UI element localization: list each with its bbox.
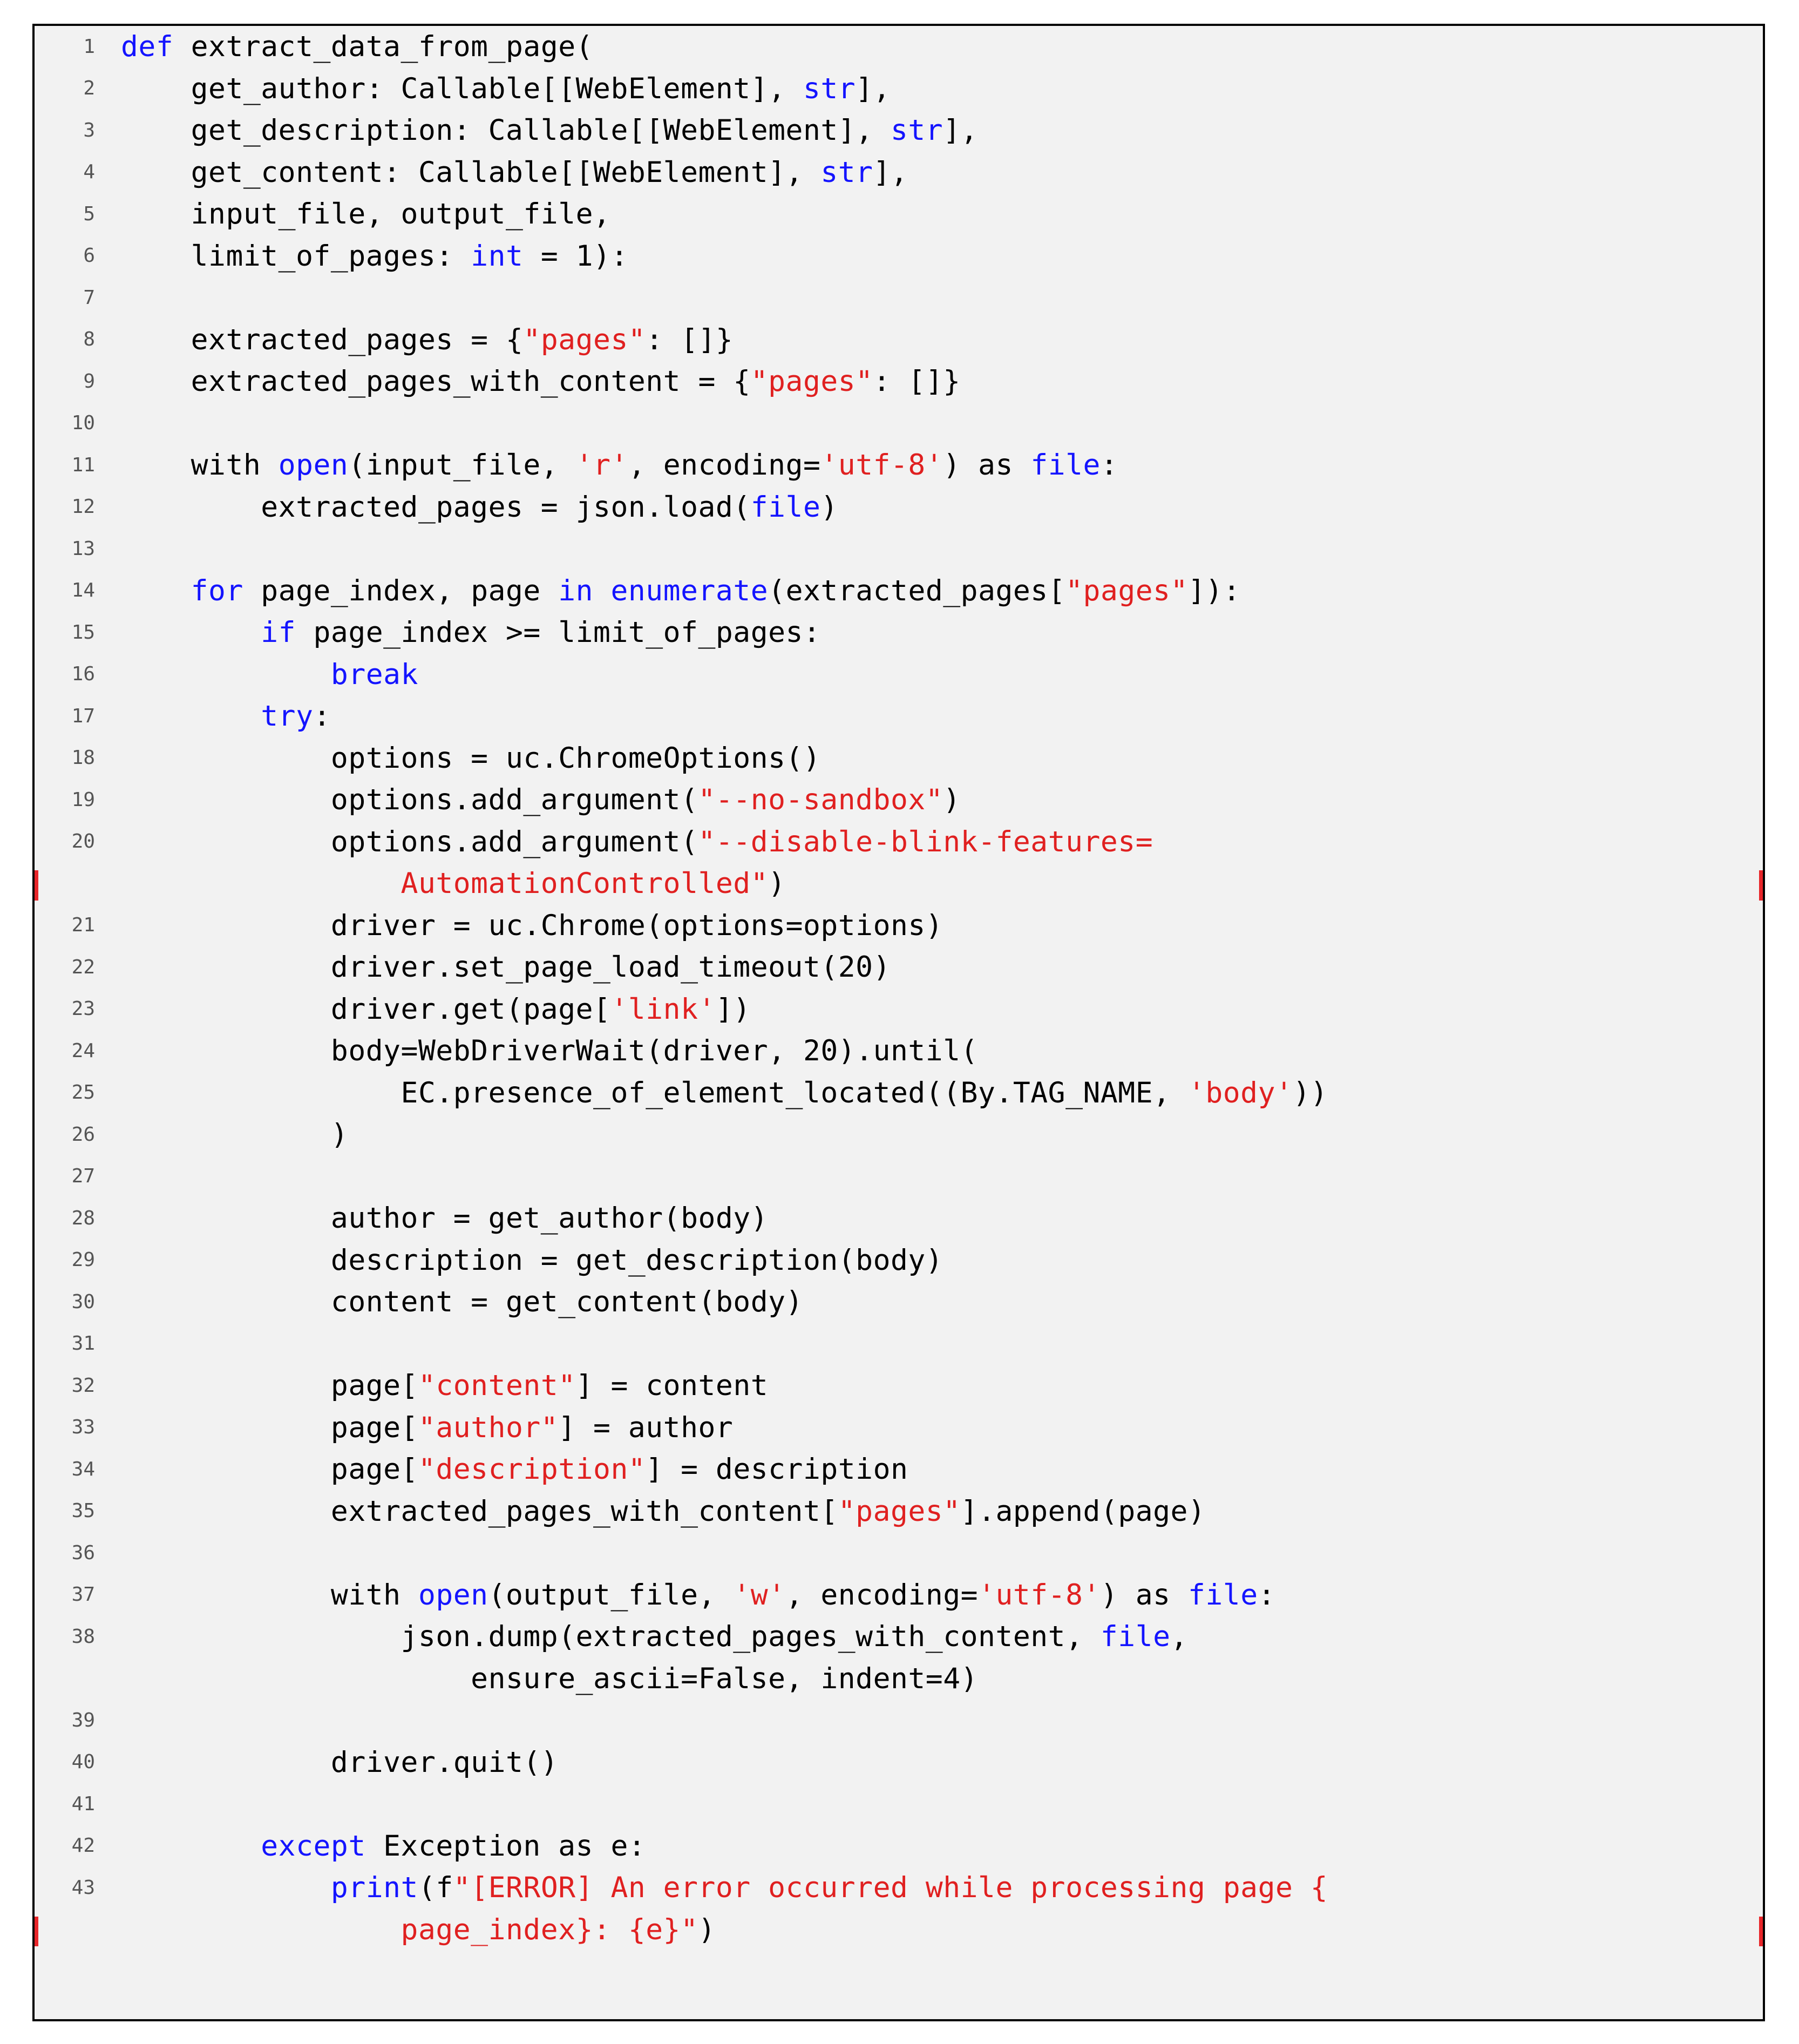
- line-number: 6: [83, 245, 95, 267]
- code-line: [35, 1783, 1763, 1825]
- code-token-kw: open: [278, 449, 349, 482]
- code-token-plain: (extracted_pages[: [768, 574, 1066, 607]
- code-token-plain: description = get_description(body): [121, 1243, 943, 1277]
- code-line: [35, 1197, 1763, 1240]
- line-number: 15: [71, 621, 95, 644]
- code-token-plain: ]): [715, 992, 751, 1026]
- code-token-plain: extracted_pages = json.load(: [121, 490, 751, 524]
- code-token-kw: for: [121, 574, 243, 607]
- code-token-plain: get_author: Callable[[WebElement],: [121, 72, 803, 105]
- code-line: [35, 1825, 1763, 1867]
- code-token-plain: extracted_pages = {: [121, 323, 524, 356]
- line-number: 36: [71, 1541, 95, 1564]
- code-token-plain: ): [121, 1118, 349, 1152]
- code-token-plain: get_description: Callable[[WebElement],: [121, 114, 891, 147]
- code-line: [35, 989, 1763, 1031]
- code-text: [109, 1072, 1763, 1114]
- code-text: [109, 1616, 1763, 1658]
- code-token-plain: options = uc.ChromeOptions(): [121, 741, 821, 775]
- line-number: 25: [71, 1081, 95, 1104]
- code-token-str: "pages": [838, 1494, 961, 1528]
- continuation-bar-left: [35, 870, 38, 901]
- code-token-kw: str: [803, 72, 856, 105]
- code-text: [109, 695, 1763, 737]
- code-token-plain: get_content: Callable[[WebElement],: [121, 155, 821, 189]
- code-token-kw: try: [121, 700, 314, 733]
- code-token-plain: :: [313, 700, 331, 733]
- code-line: [35, 319, 1763, 361]
- code-text: [109, 1365, 1763, 1407]
- code-token-plain: options.add_argument(: [121, 825, 698, 858]
- code-token-plain: ] = description: [646, 1453, 908, 1486]
- code-token-str: "--disable-blink-features=: [698, 825, 1153, 858]
- code-text: [109, 737, 1763, 780]
- line-number: 24: [71, 1039, 95, 1062]
- line-number: 19: [71, 788, 95, 811]
- code-line: [35, 570, 1763, 612]
- line-number: [35, 1909, 109, 1951]
- code-line: [35, 152, 1763, 194]
- line-number: 35: [71, 1500, 95, 1522]
- code-line: [35, 1867, 1763, 1909]
- code-text: [109, 1323, 1763, 1365]
- code-text: [109, 1658, 1763, 1700]
- line-number: [35, 863, 109, 905]
- code-token-str: "pages": [523, 323, 646, 356]
- code-token-str: 'body': [1187, 1076, 1293, 1109]
- code-token-str: 'utf-8': [820, 449, 943, 482]
- code-token-kw: str: [820, 155, 873, 189]
- code-text: [109, 277, 1763, 319]
- code-text: [109, 235, 1763, 278]
- code-line: [35, 444, 1763, 486]
- code-token-plain: = 1):: [523, 239, 628, 273]
- code-token-kw: if: [121, 616, 296, 649]
- code-line: [35, 26, 1763, 68]
- code-token-kw: enumerate: [610, 574, 769, 607]
- code-token-str: "pages": [1065, 574, 1188, 607]
- code-line: [35, 1574, 1763, 1616]
- code-text: [109, 1491, 1763, 1533]
- code-token-kw: def: [121, 30, 174, 64]
- code-token-str: "[ERROR] An error occurred while processing page {: [453, 1871, 1328, 1905]
- line-number: 40: [71, 1751, 95, 1774]
- code-text: [109, 863, 1763, 905]
- code-line: [35, 1658, 1763, 1700]
- line-number: 41: [71, 1792, 95, 1815]
- code-text: [109, 110, 1763, 152]
- code-table: [35, 26, 1763, 1951]
- code-token-plain: driver.set_page_load_timeout(20): [121, 951, 891, 984]
- line-number: 39: [71, 1709, 95, 1731]
- code-token-plain: EC.presence_of_element_located((By.TAG_NAME,: [121, 1076, 1188, 1109]
- code-line: [35, 528, 1763, 570]
- code-token-kw: file: [750, 490, 821, 524]
- code-token-plain: author = get_author(body): [121, 1202, 769, 1235]
- code-line: [35, 863, 1763, 905]
- code-text: [109, 654, 1763, 696]
- code-token-str: "author": [418, 1411, 559, 1444]
- code-token-plain: json.dump(extracted_pages_with_content,: [121, 1620, 1101, 1654]
- code-token-plain: ): [698, 1913, 716, 1946]
- line-number: 12: [71, 496, 95, 518]
- code-line: [35, 612, 1763, 654]
- code-token-plain: page[: [121, 1453, 418, 1486]
- line-number: 7: [83, 286, 95, 309]
- code-text: [109, 1281, 1763, 1323]
- code-line: [35, 193, 1763, 235]
- code-line: [35, 1365, 1763, 1407]
- code-line: [35, 905, 1763, 947]
- code-token-plain: : []}: [873, 365, 961, 398]
- code-text: [109, 68, 1763, 110]
- line-number: [35, 1658, 109, 1700]
- code-text: [109, 989, 1763, 1031]
- code-text: [109, 1114, 1763, 1156]
- code-token-kw: break: [121, 658, 418, 691]
- code-token-str: "--no-sandbox": [698, 783, 943, 817]
- code-line: [35, 277, 1763, 319]
- code-token-kw: file: [1030, 449, 1101, 482]
- line-number: 3: [83, 119, 95, 141]
- code-line: [35, 1449, 1763, 1491]
- code-token-plain: ) as: [943, 449, 1031, 482]
- line-number: 23: [71, 998, 95, 1020]
- line-number: 22: [71, 956, 95, 978]
- code-text: [109, 1742, 1763, 1784]
- code-text: [109, 1449, 1763, 1491]
- code-line: [35, 1323, 1763, 1365]
- code-text: [109, 1909, 1763, 1951]
- code-line: [35, 68, 1763, 110]
- code-token-plain: (input_file,: [348, 449, 576, 482]
- line-number: 14: [71, 579, 95, 602]
- line-number: 11: [71, 454, 95, 476]
- code-listing-frame: [32, 24, 1765, 2021]
- line-number: 18: [71, 747, 95, 769]
- code-line: [35, 1909, 1763, 1951]
- code-text: [109, 1783, 1763, 1825]
- code-text: [109, 821, 1763, 863]
- code-text: [109, 152, 1763, 194]
- code-line: [35, 1030, 1763, 1072]
- code-text: [109, 779, 1763, 821]
- code-token-plain: (f: [418, 1871, 453, 1905]
- code-token-kw: open: [418, 1578, 488, 1612]
- code-token-plain: driver = uc.Chrome(options=options): [121, 909, 943, 942]
- code-token-plain: :: [1100, 449, 1118, 482]
- code-line: [35, 110, 1763, 152]
- code-line: [35, 779, 1763, 821]
- code-token-str: 'w': [733, 1578, 786, 1612]
- line-number: 33: [71, 1416, 95, 1439]
- line-number: 28: [71, 1207, 95, 1229]
- continuation-bar-right: [1759, 1917, 1763, 1947]
- code-token-plain: :: [1258, 1578, 1276, 1612]
- code-text: [109, 193, 1763, 235]
- code-token-kw: file: [1187, 1578, 1258, 1612]
- code-text: [109, 1156, 1763, 1198]
- line-number: 29: [71, 1249, 95, 1271]
- line-number: 30: [71, 1290, 95, 1313]
- code-line: [35, 1407, 1763, 1449]
- line-number: 32: [71, 1374, 95, 1397]
- line-number: 21: [71, 914, 95, 937]
- code-text: [109, 1574, 1763, 1616]
- code-line: [35, 1742, 1763, 1784]
- code-token-kw: print: [121, 1871, 418, 1905]
- line-number: 2: [83, 77, 95, 100]
- code-text: [109, 1867, 1763, 1909]
- code-token-plain: ] = content: [575, 1369, 769, 1403]
- code-token-plain: extracted_pages_with_content[: [121, 1494, 838, 1528]
- code-token-plain: ): [768, 867, 786, 901]
- code-token-kw: str: [890, 114, 943, 147]
- code-token-plain: )): [1293, 1076, 1328, 1109]
- code-token-str: 'link': [610, 992, 716, 1026]
- code-token-plain: ): [820, 490, 838, 524]
- code-line: [35, 1700, 1763, 1742]
- code-token-plain: ],: [943, 114, 979, 147]
- code-line: [35, 654, 1763, 696]
- code-token-plain: page[: [121, 1369, 418, 1403]
- line-number: 10: [71, 412, 95, 435]
- code-line: [35, 695, 1763, 737]
- code-token-plain: ],: [856, 72, 891, 105]
- code-text: [109, 444, 1763, 486]
- line-number: 17: [71, 705, 95, 727]
- line-number: 31: [71, 1332, 95, 1355]
- code-text: [109, 1030, 1763, 1072]
- line-number: 27: [71, 1165, 95, 1188]
- code-token-kw: except: [121, 1829, 366, 1863]
- code-token-str: "content": [418, 1369, 576, 1403]
- line-number: 43: [71, 1876, 95, 1899]
- code-line: [35, 1491, 1763, 1533]
- line-number: 9: [83, 370, 95, 392]
- continuation-bar-left: [35, 1917, 38, 1947]
- code-text: [109, 1197, 1763, 1240]
- code-token-plain: : []}: [646, 323, 734, 356]
- code-token-plain: (output_file,: [488, 1578, 734, 1612]
- code-token-plain: Exception as e:: [365, 1829, 646, 1863]
- line-number: 38: [71, 1625, 95, 1648]
- code-token-str: "description": [418, 1453, 646, 1486]
- code-line: [35, 486, 1763, 529]
- code-line: [35, 235, 1763, 278]
- code-line: [35, 821, 1763, 863]
- code-token-plain: extracted_pages_with_content = {: [121, 365, 751, 398]
- code-line: [35, 1240, 1763, 1282]
- code-text: [109, 361, 1763, 403]
- code-text: [109, 905, 1763, 947]
- code-text: [109, 1825, 1763, 1867]
- line-number: 26: [71, 1123, 95, 1146]
- line-number: 42: [71, 1835, 95, 1857]
- code-text: [109, 486, 1763, 529]
- code-token-plain: , encoding=: [785, 1578, 979, 1612]
- line-number: 8: [83, 328, 95, 351]
- code-text: [109, 26, 1763, 68]
- code-token-kw: in: [558, 574, 594, 607]
- code-text: [109, 946, 1763, 989]
- code-token-str: 'r': [575, 449, 628, 482]
- code-line: [35, 1072, 1763, 1114]
- code-token-plain: limit_of_pages:: [121, 239, 471, 273]
- code-token-str: AutomationControlled": [121, 867, 769, 901]
- code-text: [109, 612, 1763, 654]
- code-token-plain: page_index, page: [243, 574, 559, 607]
- code-token-plain: ].append(page): [960, 1494, 1206, 1528]
- code-line: [35, 403, 1763, 445]
- code-token-plain: driver.quit(): [121, 1745, 559, 1779]
- line-number: 16: [71, 663, 95, 686]
- code-token-plain: body=WebDriverWait(driver, 20).until(: [121, 1034, 979, 1068]
- code-text: [109, 528, 1763, 570]
- line-number: 34: [71, 1458, 95, 1480]
- code-token-plain: input_file, output_file,: [121, 198, 611, 231]
- code-token-kw: file: [1100, 1620, 1171, 1654]
- code-line: [35, 1532, 1763, 1574]
- code-token-plain: ]):: [1188, 574, 1241, 607]
- code-token-plain: extract_data_from_page(: [173, 30, 594, 64]
- code-text: [109, 1240, 1763, 1282]
- code-line: [35, 1114, 1763, 1156]
- code-token-plain: ): [943, 783, 961, 817]
- code-token-plain: [593, 574, 610, 607]
- code-line: [35, 1156, 1763, 1198]
- code-text: [109, 1407, 1763, 1449]
- code-token-plain: ) as: [1100, 1578, 1188, 1612]
- code-token-plain: options.add_argument(: [121, 783, 698, 817]
- code-token-plain: ],: [873, 155, 908, 189]
- continuation-bar-right: [1759, 870, 1763, 901]
- code-line: [35, 1616, 1763, 1658]
- code-token-plain: driver.get(page[: [121, 992, 611, 1026]
- code-text: [109, 319, 1763, 361]
- code-token-kw: int: [471, 239, 524, 273]
- code-token-plain: content = get_content(body): [121, 1285, 803, 1319]
- code-token-plain: ] = author: [558, 1411, 734, 1444]
- code-token-plain: , encoding=: [628, 449, 821, 482]
- code-token-plain: ,: [1170, 1620, 1188, 1654]
- code-text: [109, 403, 1763, 445]
- code-token-plain: with: [121, 1578, 418, 1612]
- code-token-plain: with: [121, 449, 279, 482]
- code-line: [35, 361, 1763, 403]
- code-text: [109, 1700, 1763, 1742]
- code-line: [35, 1281, 1763, 1323]
- code-token-plain: ensure_ascii=False, indent=4): [121, 1662, 979, 1695]
- line-number: 4: [83, 161, 95, 184]
- line-number: 13: [71, 537, 95, 560]
- code-text: [109, 570, 1763, 612]
- code-token-str: "pages": [750, 365, 873, 398]
- code-line: [35, 737, 1763, 780]
- code-token-plain: page_index >= limit_of_pages:: [296, 616, 821, 649]
- code-token-str: page_index}: {e}": [121, 1913, 698, 1946]
- code-token-plain: page[: [121, 1411, 418, 1444]
- code-line: [35, 946, 1763, 989]
- line-number: 1: [83, 35, 95, 58]
- line-number: 20: [71, 830, 95, 853]
- code-token-str: 'utf-8': [978, 1578, 1101, 1612]
- code-text: [109, 1532, 1763, 1574]
- line-number: 37: [71, 1583, 95, 1606]
- line-number: 5: [83, 202, 95, 225]
